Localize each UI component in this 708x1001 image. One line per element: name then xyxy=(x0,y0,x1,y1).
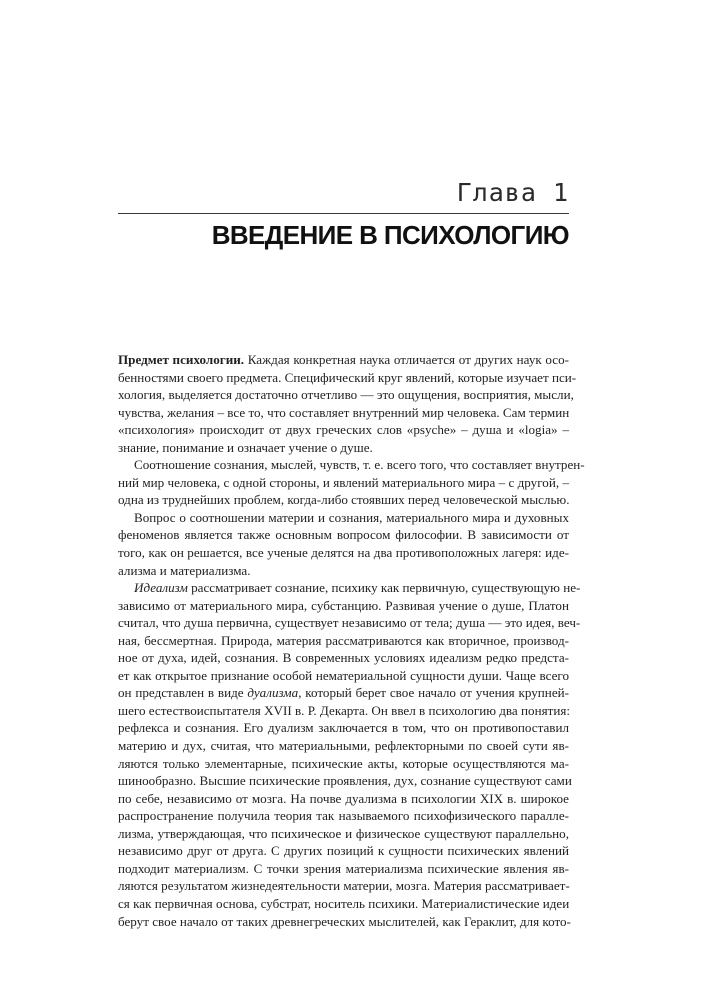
text-segment: Каждая конкретная наука отличается от других наук осо- xyxy=(244,352,569,367)
text-line xyxy=(118,369,577,387)
text-line xyxy=(118,404,569,422)
chapter-label: Глава 1 xyxy=(456,178,569,207)
text-segment: распространение получила теория так называемого психофизического паралле- xyxy=(118,808,569,824)
text-segment: Вопрос о соотношении материи и сознания, материального мира и духовных xyxy=(134,509,569,525)
emphasized-term: Идеализм xyxy=(134,580,188,596)
text-line xyxy=(118,351,569,369)
text-segment: рассматривает сознание, психику как первичную, существующую не- xyxy=(187,580,581,596)
chapter-rule xyxy=(118,213,569,214)
text-line xyxy=(118,860,569,878)
text-segment: по себе, независимо от мозга. На почве дуализма в психологии XIX в. широкое xyxy=(118,790,569,806)
text-segment: чувства, желания – все то, что составляет внутренний мир человека. Сам термин xyxy=(118,404,570,420)
text-segment: ет как открытое признание особой нематериальной сущности души. Чаще всего xyxy=(118,667,569,683)
text-segment: знание, понимание и означает учение о душе. xyxy=(118,439,373,455)
text-segment: одна из труднейших проблем, когда-либо стоявших перед человеческой мыслью. xyxy=(118,492,570,508)
text-line xyxy=(118,719,569,737)
text-line xyxy=(118,562,569,580)
text-line xyxy=(118,439,569,457)
text-line xyxy=(118,456,585,474)
text-segment: того, как он решается, все ученые делятся на два противоположных лагеря: иде- xyxy=(118,545,569,561)
text-segment: ляются только элементарные, психические акты, которые осуществляются ма- xyxy=(118,755,569,771)
text-line xyxy=(118,895,569,913)
text-line xyxy=(118,509,569,527)
text-segment: феноменов является также основным вопросом философии. В зависимости от xyxy=(118,527,569,543)
text-line xyxy=(118,491,569,509)
text-segment: он представлен в виде xyxy=(118,685,248,701)
text-line xyxy=(118,614,581,632)
text-segment: материю и дух, считая, что материальными, рефлекторными по своей сути яв- xyxy=(118,738,569,754)
text-line xyxy=(118,755,569,773)
text-segment: независимо друг от друга. С других позиций к сущности психических явлений xyxy=(118,843,569,859)
text-segment: рефлекса и сознания. Его дуализм заключается в том, что он противопоставил xyxy=(118,720,569,736)
text-line xyxy=(118,807,569,825)
section-heading: Предмет психологии. xyxy=(118,352,245,367)
text-line xyxy=(118,825,569,843)
text-line xyxy=(118,667,569,685)
text-segment: считал, что душа первична, существует независимо от тела; душа — это идея, веч- xyxy=(118,615,581,631)
text-line xyxy=(118,649,569,667)
text-segment: берут свое начало от таких древнегреческих мыслителей, как Гераклит, для кото- xyxy=(118,913,571,929)
text-line xyxy=(118,737,569,755)
text-segment: ная, бессмертная. Природа, материя рассматриваются как вторичное, производ- xyxy=(118,632,569,648)
body-text xyxy=(118,351,585,930)
text-segment: хология, выделяется достаточно отчетливо — это ощущения, восприятия, мысли, xyxy=(118,387,574,403)
text-line xyxy=(118,597,569,615)
text-line xyxy=(118,913,569,931)
text-segment: ализма и материализма. xyxy=(118,562,251,578)
text-segment: шинообразно. Высшие психические проявления, дух, сознание существуют сами xyxy=(118,773,572,789)
text-segment: лизма, утверждающая, что психическое и физическое существуют параллельно, xyxy=(118,825,569,841)
text-line xyxy=(118,684,569,702)
text-line xyxy=(118,579,581,597)
text-line xyxy=(118,790,569,808)
text-line xyxy=(118,386,574,404)
text-line xyxy=(118,842,569,860)
emphasized-term: дуализма xyxy=(247,685,299,701)
text-line xyxy=(118,772,572,790)
text-segment: бенностями своего предмета. Специфический круг явлений, которые изучает пси- xyxy=(118,369,577,385)
text-line xyxy=(118,544,569,562)
text-segment: шего естествоиспытателя XVII в. Р. Декарта. Он ввел в психологию два понятия: xyxy=(118,702,570,718)
text-segment: «психология» происходит от двух греческих слов «psyche» – душа и «logia» – xyxy=(118,422,569,438)
text-segment: подходит материализм. С точки зрения материализма психические явления яв- xyxy=(118,860,569,876)
text-segment: Соотношение сознания, мыслей, чувств, т. е. всего того, что составляет внутрен- xyxy=(134,457,585,473)
text-line xyxy=(118,632,569,650)
text-segment: ся как первичная основа, субстрат, носитель психики. Материалистические идеи xyxy=(118,895,570,911)
text-segment: зависимо от материального мира, субстанцию. Развивая учение о душе, Платон xyxy=(118,597,569,613)
text-line xyxy=(118,877,569,895)
text-line xyxy=(118,421,569,439)
text-line xyxy=(118,702,569,720)
text-segment: ляются результатом жизнедеятельности материи, мозга. Материя рассматривает- xyxy=(118,878,570,894)
text-segment: ное от духа, идей, сознания. В современных условиях идеализм редко предста- xyxy=(118,650,569,666)
text-line xyxy=(118,526,569,544)
chapter-title: ВВЕДЕНИЕ В ПСИХОЛОГИЮ xyxy=(211,220,569,250)
text-line xyxy=(118,474,569,492)
text-segment: ний мир человека, с одной стороны, и явлений материального мира – с другой, – xyxy=(118,474,569,490)
text-segment: , который берет свое начало от учения крупней- xyxy=(298,685,569,701)
